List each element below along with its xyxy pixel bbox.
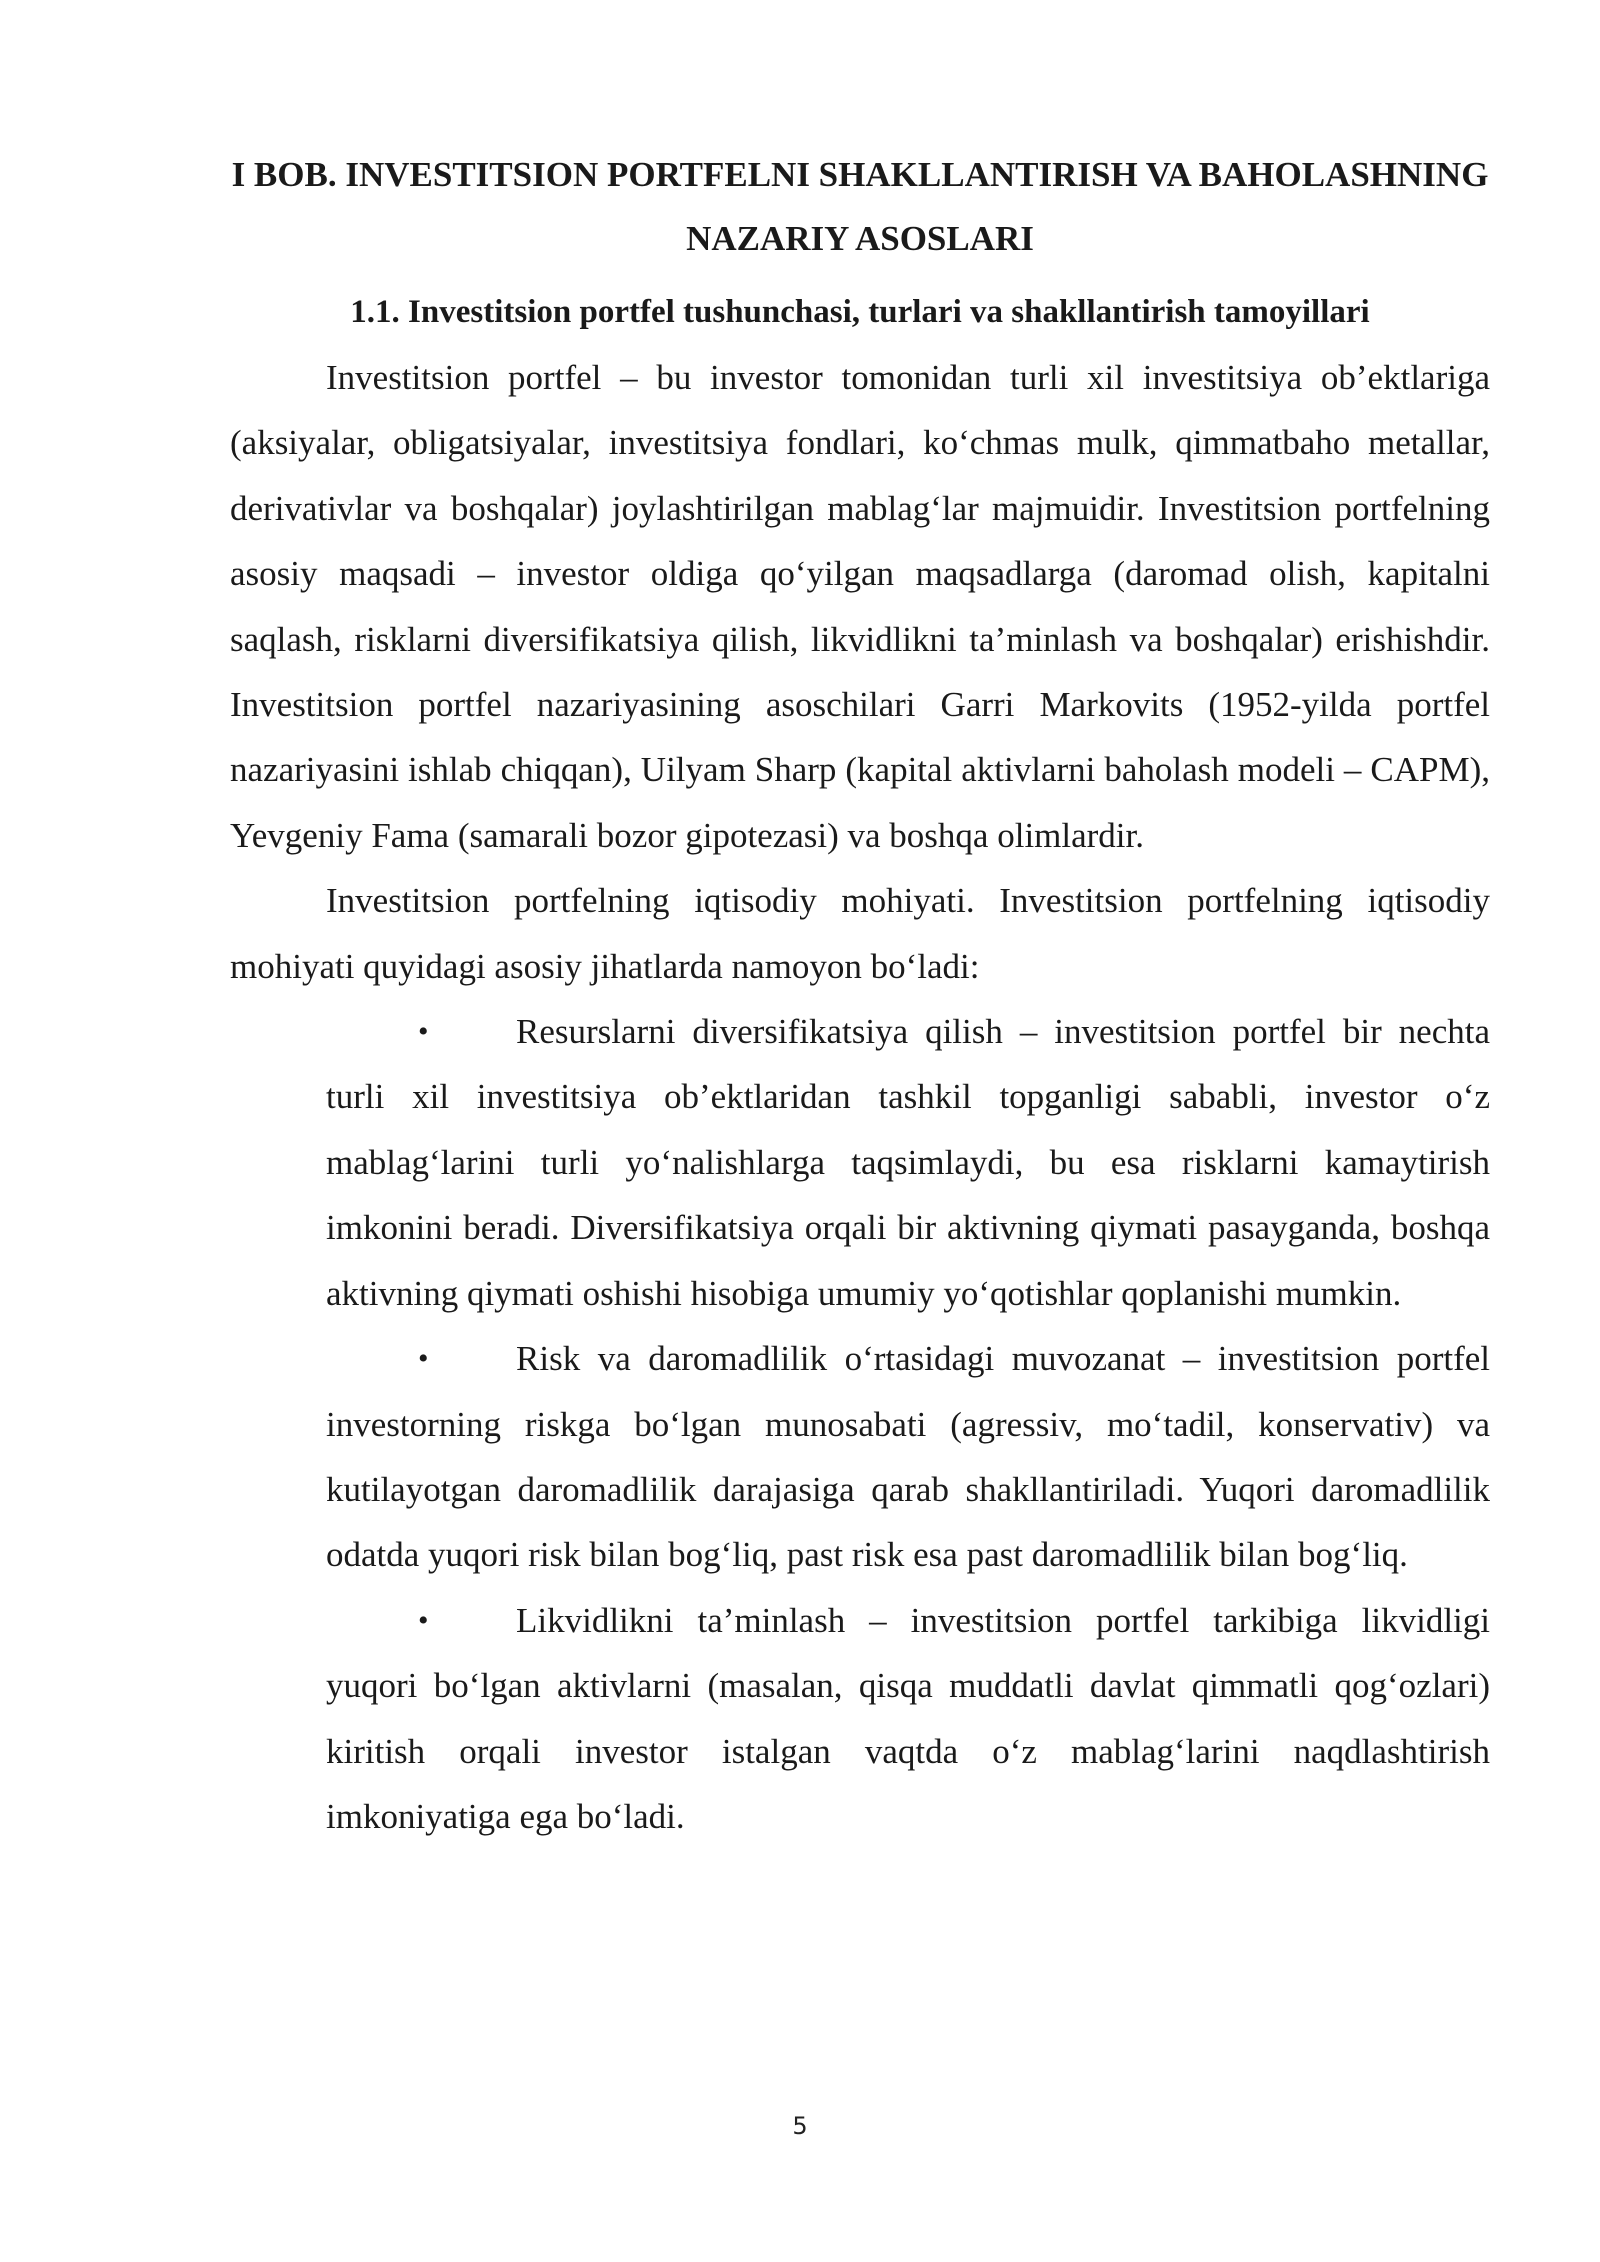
list-item-text: Likvidlikni ta’minlash – investitsion portfel tarkibiga likvidligi yuqori bo‘lgan aktivlarni (masalan, qisqa muddatli davlat qimmatli qog‘ozlari) kiritish orqali investor istalgan vaqtda o‘z mablag‘larini naqdlashtirish imkoniyatiga ega bo‘ladi.	[326, 1600, 1490, 1836]
bullet-icon: •	[418, 1603, 429, 1637]
body-text	[230, 345, 1490, 1849]
list-item	[326, 1326, 1490, 1588]
bullet-icon: •	[418, 1342, 429, 1376]
list-item-text: Resurslarni diversifikatsiya qilish – investitsion portfel bir nechta turli xil investitsiya ob’ektlaridan tashkil topganligi sababli, investor o‘z mablag‘larini turli yo‘nalishlarga taqsimlaydi, bu esa risklarni kamaytirish imkonini beradi. Diversifikatsiya orqali bir aktivning qiymati pasayganda, boshqa aktivning qiymati oshishi hisobiga umumiy yo‘qotishlar qoplanishi mumkin.	[326, 1012, 1490, 1313]
paragraph: Investitsion portfel – bu investor tomonidan turli xil investitsiya ob’ektlariga (aksiyalar, obligatsiyalar, investitsiya fondlari, ko‘chmas mulk, qimmatbaho metallar, derivativlar va boshqalar) joylashtirilgan mablag‘lar majmuidir. Investitsion portfelning asosiy maqsadi – investor oldiga qo‘yilgan maqsadlarga (daromad olish, kapitalni saqlash, risklarni diversifikatsiya qilish, likvidlikni ta’minlash va boshqalar) erishishdir. Investitsion portfel nazariyasining asoschilari Garri Markovits (1952-yilda portfel nazariyasini ishlab chiqqan), Uilyam Sharp (kapital aktivlarni baholash modeli – CAPM), Yevgeniy Fama (samarali bozor gipotezasi) va boshqa olimlardir.	[230, 358, 1490, 855]
list-item-text: Risk va daromadlilik o‘rtasidagi muvozanat – investitsion portfel investorning riskga bo‘lgan munosabati (agressiv, mo‘tadil, konservativ) va kutilayotgan daromadlilik darajasiga qarab shakllantiriladi. Yuqori daromadlilik odatda yuqori risk bilan bog‘liq, past risk esa past daromadlilik bilan bog‘liq.	[326, 1339, 1490, 1575]
section-title: 1.1. Investitsion portfel tushunchasi, turlari va shakllantirish tamoyillari	[350, 294, 1370, 330]
bullet-list	[230, 999, 1490, 1849]
page-number: 5	[792, 2112, 808, 2140]
list-item	[326, 999, 1490, 1326]
list-item	[326, 1588, 1490, 1850]
chapter-title: I BOB. INVESTITSION PORTFELNI SHAKLLANTIRISH VA BAHOLASHNING NAZARIY ASOSLARI	[231, 155, 1489, 258]
paragraph: Investitsion portfelning iqtisodiy mohiyati. Investitsion portfelning iqtisodiy mohiyati quyidagi asosiy jihatlarda namoyon bo‘ladi:	[230, 881, 1490, 986]
bullet-icon: •	[418, 1015, 429, 1049]
